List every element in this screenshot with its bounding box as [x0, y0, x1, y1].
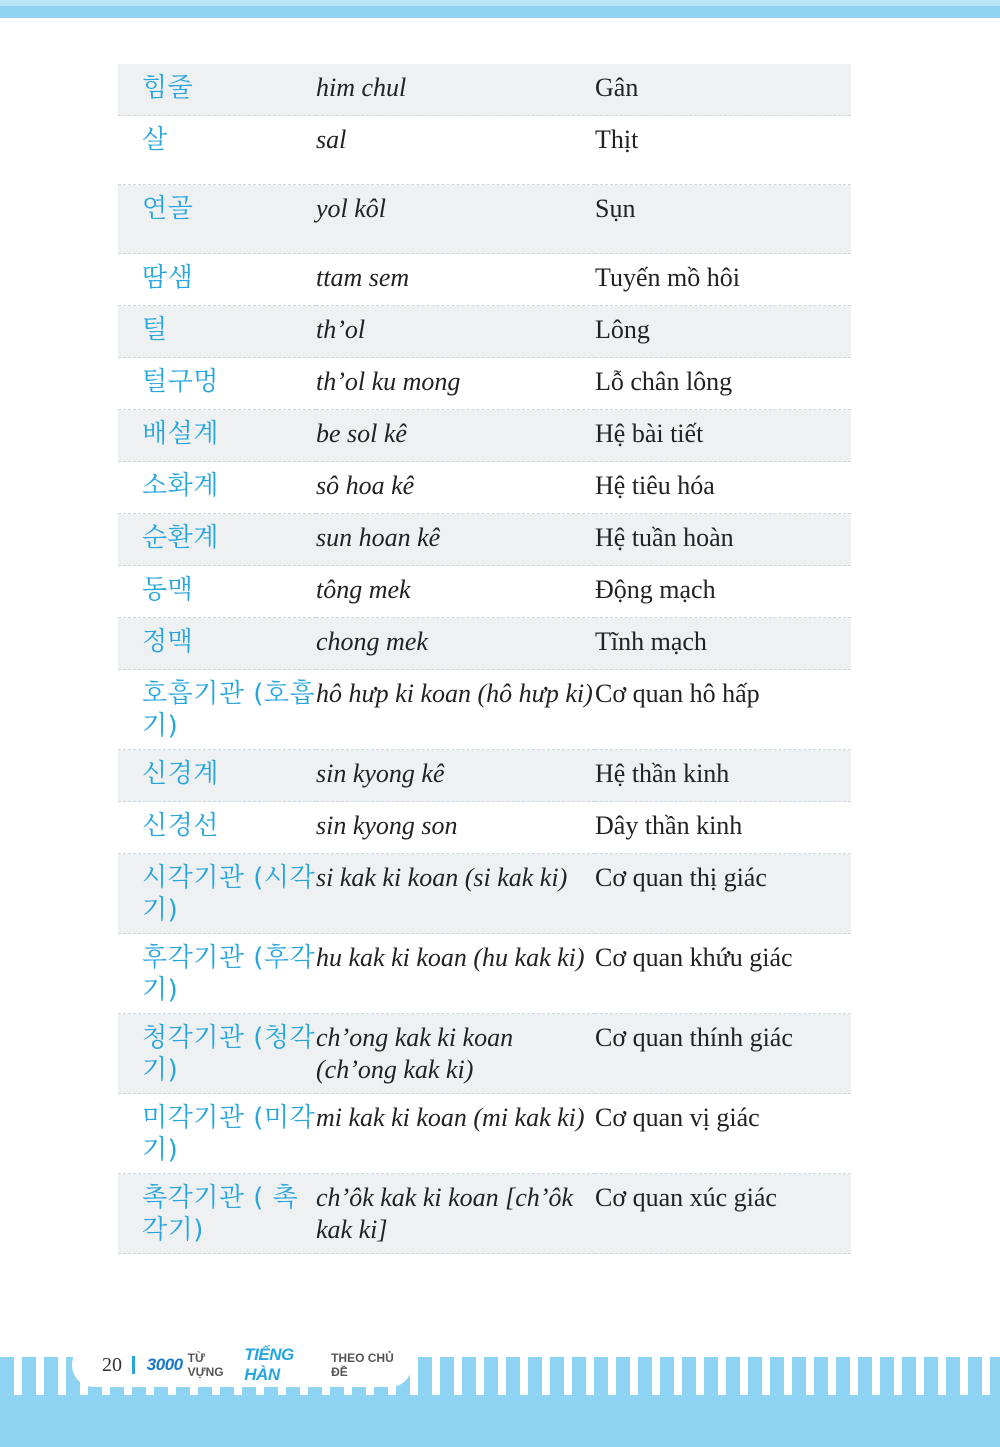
- korean-word: 청각기관 (청각기): [118, 1014, 316, 1094]
- korean-word: 동맥: [118, 566, 316, 618]
- table-row: [118, 618, 851, 670]
- table-row: [118, 514, 851, 566]
- korean-word: 신경선: [118, 802, 316, 854]
- romanization: sin kyong kê: [316, 750, 595, 802]
- vietnamese-meaning: Tĩnh mạch: [595, 618, 851, 670]
- romanization: th’ol ku mong: [316, 358, 595, 410]
- romanization: hô hưp ki koan (hô hưp ki): [316, 670, 595, 750]
- korean-word: 살: [118, 116, 316, 185]
- vietnamese-meaning: Lông: [595, 306, 851, 358]
- korean-word: 호흡기관 (호흡기): [118, 670, 316, 750]
- vietnamese-meaning: Cơ quan xúc giác: [595, 1174, 851, 1254]
- romanization: hu kak ki koan (hu kak ki): [316, 934, 595, 1014]
- brand-words-2: THEO CHỦ ĐỀ: [331, 1351, 394, 1379]
- table-row: [118, 462, 851, 514]
- korean-word: 촉각기관 ( 촉각기): [118, 1174, 316, 1254]
- table-row: [118, 670, 851, 750]
- vocabulary-table: [118, 64, 851, 1254]
- table-row: [118, 254, 851, 306]
- korean-word: 힘줄: [118, 64, 316, 116]
- romanization: be sol kê: [316, 410, 595, 462]
- korean-word: 소화계: [118, 462, 316, 514]
- vietnamese-meaning: Cơ quan thị giác: [595, 854, 851, 934]
- brand-number: 3000: [146, 1355, 183, 1374]
- korean-word: 신경계: [118, 750, 316, 802]
- vietnamese-meaning: Dây thần kinh: [595, 802, 851, 854]
- romanization: ch’ong kak ki koan (ch’ong kak ki): [316, 1014, 595, 1094]
- korean-word: 땀샘: [118, 254, 316, 306]
- romanization: sin kyong son: [316, 802, 595, 854]
- vietnamese-meaning: Lỗ chân lông: [595, 358, 851, 410]
- korean-word: 털: [118, 306, 316, 358]
- top-decorative-band: [0, 0, 1000, 18]
- vietnamese-meaning: Hệ tuần hoàn: [595, 514, 851, 566]
- table-row: [118, 934, 851, 1014]
- table-row: [118, 306, 851, 358]
- romanization: mi kak ki koan (mi kak ki): [316, 1094, 595, 1174]
- table-row: [118, 1014, 851, 1094]
- romanization: sô hoa kê: [316, 462, 595, 514]
- vietnamese-meaning: Động mạch: [595, 566, 851, 618]
- footer-band: [0, 1395, 1000, 1447]
- brand-highlight: TIẾNG HÀN: [244, 1345, 294, 1384]
- vietnamese-meaning: Cơ quan hô hấp: [595, 670, 851, 750]
- romanization: chong mek: [316, 618, 595, 670]
- korean-word: 후각기관 (후각기): [118, 934, 316, 1014]
- brand-words-1: TỪ VỰNG: [187, 1351, 224, 1379]
- table-row: [118, 854, 851, 934]
- romanization: sal: [316, 116, 595, 185]
- korean-word: 순환계: [118, 514, 316, 566]
- table-row: [118, 185, 851, 254]
- korean-word: 배설계: [118, 410, 316, 462]
- vietnamese-meaning: Hệ thần kinh: [595, 750, 851, 802]
- vietnamese-meaning: Hệ tiêu hóa: [595, 462, 851, 514]
- vietnamese-meaning: Cơ quan thính giác: [595, 1014, 851, 1094]
- vietnamese-meaning: Sụn: [595, 185, 851, 254]
- korean-word: 정맥: [118, 618, 316, 670]
- table-row: [118, 116, 851, 185]
- table-row: [118, 1094, 851, 1174]
- vietnamese-meaning: Hệ bài tiết: [595, 410, 851, 462]
- korean-word: 털구멍: [118, 358, 316, 410]
- korean-word: 연골: [118, 185, 316, 254]
- table-row: [118, 410, 851, 462]
- romanization: th’ol: [316, 306, 595, 358]
- romanization: him chul: [316, 64, 595, 116]
- table-row: [118, 566, 851, 618]
- table-row: [118, 750, 851, 802]
- table-row: [118, 64, 851, 116]
- page-number: 20: [102, 1353, 122, 1376]
- table-row: [118, 358, 851, 410]
- vietnamese-meaning: Cơ quan vị giác: [595, 1094, 851, 1174]
- footer-divider: [132, 1356, 135, 1374]
- top-band-highlight: [0, 0, 1000, 6]
- vietnamese-meaning: Tuyến mồ hôi: [595, 254, 851, 306]
- table-row: [118, 802, 851, 854]
- vietnamese-meaning: Cơ quan khứu giác: [595, 934, 851, 1014]
- romanization: si kak ki koan (si kak ki): [316, 854, 595, 934]
- korean-word: 미각기관 (미각기): [118, 1094, 316, 1174]
- romanization: yol kôl: [316, 185, 595, 254]
- romanization: sun hoan kê: [316, 514, 595, 566]
- vietnamese-meaning: Thịt: [595, 116, 851, 185]
- korean-word: 시각기관 (시각기): [118, 854, 316, 934]
- vietnamese-meaning: Gân: [595, 64, 851, 116]
- table-row: [118, 1174, 851, 1254]
- romanization: ttam sem: [316, 254, 595, 306]
- running-footer: [72, 1343, 412, 1387]
- romanization: tông mek: [316, 566, 595, 618]
- romanization: ch’ôk kak ki koan [ch’ôk kak ki]: [316, 1174, 595, 1254]
